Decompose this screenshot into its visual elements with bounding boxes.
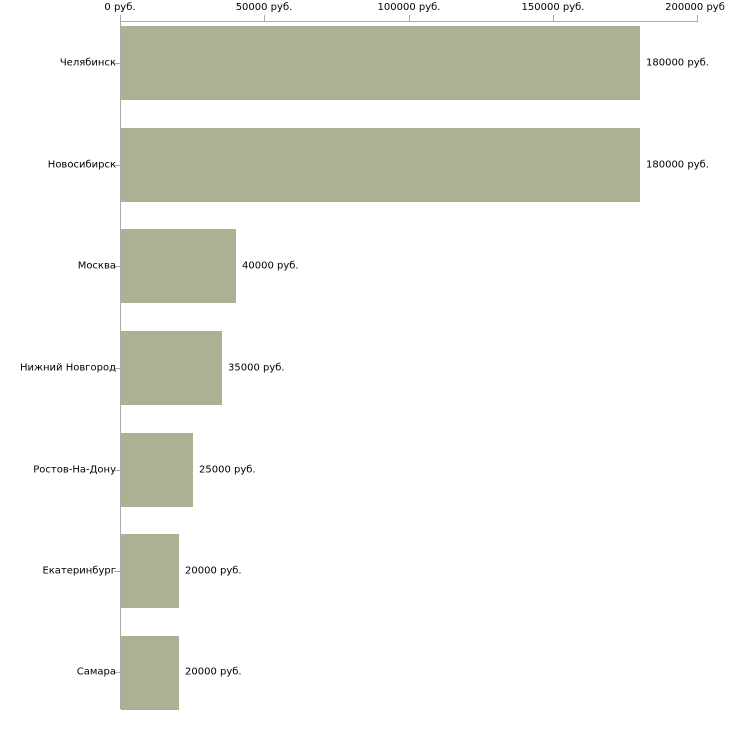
x-tick-mark [409, 15, 410, 21]
y-tick-label: Нижний Новгород [19, 362, 116, 374]
x-tick-mark [697, 15, 698, 21]
y-tick-label: Самара [76, 666, 116, 678]
y-tick-label: Екатеринбург [42, 565, 116, 577]
x-tick-mark [553, 15, 554, 21]
bar [121, 331, 222, 405]
x-tick-label: 50000 руб. [235, 2, 293, 13]
y-tick-label: Москва [77, 260, 116, 272]
bar-value-label: 25000 руб. [199, 464, 256, 476]
bar [121, 26, 640, 100]
x-tick-mark [264, 15, 265, 21]
bar-value-label: 35000 руб. [228, 362, 285, 374]
y-tick-label: Ростов-На-Дону [33, 464, 116, 476]
bar [121, 636, 179, 710]
bar-value-label: 180000 руб. [646, 57, 709, 69]
bar [121, 433, 193, 507]
bar-value-label: 40000 руб. [242, 260, 299, 272]
x-tick-label: 0 руб. [104, 2, 136, 13]
x-tick-label: 200000 руб [665, 2, 725, 13]
y-tick-label: Новосибирск [47, 159, 116, 171]
bar [121, 128, 640, 202]
x-tick-mark [120, 15, 121, 21]
x-tick-label: 150000 руб. [521, 2, 585, 13]
y-tick-label: Челябинск [59, 57, 116, 69]
bar-value-label: 20000 руб. [185, 666, 242, 678]
x-axis-line [120, 21, 698, 22]
bar [121, 534, 179, 608]
bar-value-label: 180000 руб. [646, 159, 709, 171]
bar [121, 229, 236, 303]
bar-value-label: 20000 руб. [185, 565, 242, 577]
x-tick-label: 100000 руб. [377, 2, 441, 13]
